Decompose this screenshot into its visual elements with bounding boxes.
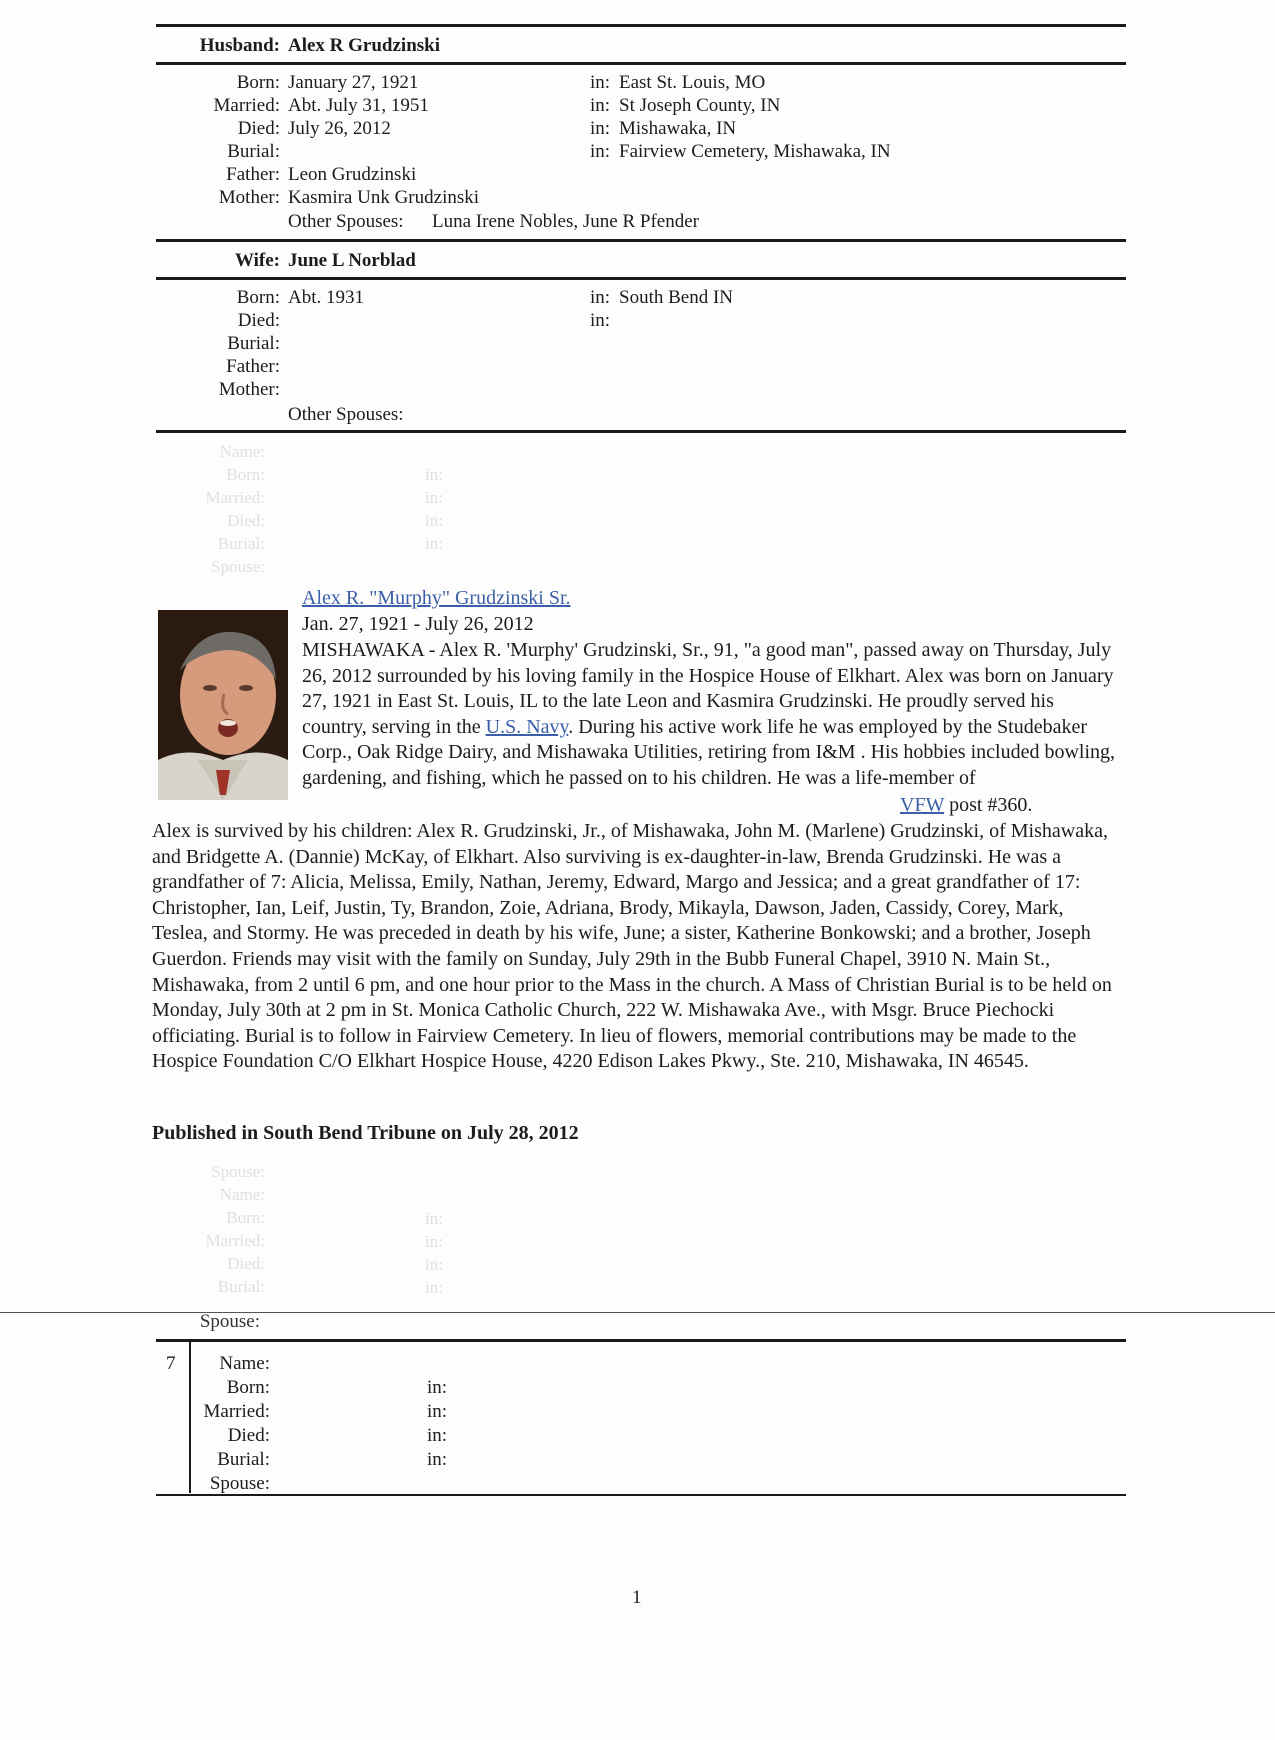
field-value: Abt. July 31, 1951 bbox=[288, 95, 429, 116]
child-in-label: in: bbox=[427, 1449, 448, 1470]
portrait-icon bbox=[158, 610, 288, 800]
child-married-label: Married: bbox=[203, 1401, 270, 1422]
field-label: Father: bbox=[226, 164, 280, 185]
child-in-label: in: bbox=[427, 1401, 448, 1422]
husband-other-spouses: Luna Irene Nobles, June R Pfender bbox=[432, 211, 699, 232]
ghost-text: Spouse: Name: Born: Married: Died: Burial: bbox=[205, 1162, 265, 1296]
obituary-title-line bbox=[302, 586, 1132, 612]
field-value: July 26, 2012 bbox=[288, 118, 391, 139]
place-value: South Bend IN bbox=[619, 287, 733, 308]
ghost-text: Name: Born: Married: Died: Burial: Spouse: bbox=[205, 442, 265, 576]
field-value: January 27, 1921 bbox=[288, 72, 419, 93]
husband-other-spouses-label: Other Spouses: bbox=[288, 211, 404, 232]
obituary-title-link[interactable]: Alex R. "Murphy" Grudzinski Sr. bbox=[302, 587, 571, 609]
husband-label: Husband: bbox=[199, 35, 280, 56]
wife-name: June L Norblad bbox=[288, 250, 416, 271]
obituary-text: post #360. bbox=[949, 794, 1033, 816]
in-label: in: bbox=[590, 118, 611, 139]
in-label: in: bbox=[590, 72, 611, 93]
field-label: Died: bbox=[237, 118, 280, 139]
place-value: Fairview Cemetery, Mishawaka, IN bbox=[619, 141, 891, 162]
field-value: Leon Grudzinski bbox=[288, 164, 417, 185]
wife-father-label: Father: bbox=[226, 356, 280, 377]
child-top-rule bbox=[156, 1339, 1126, 1342]
child-number: 7 bbox=[166, 1353, 176, 1374]
child-in-label: in: bbox=[427, 1377, 448, 1398]
wife-burial-label: Burial: bbox=[227, 333, 280, 354]
in-label: in: bbox=[590, 287, 611, 308]
obituary-text: . During his active work life he was employed by the Studebaker Corp., Oak Ridge Dairy, and Mishawaka Utilities, retiring from I&M . His hobbies included bowling, gardening, and fishing, which he passed on to his children. He was a life-member of bbox=[302, 715, 1116, 789]
ghost-text: in: in: in: in: bbox=[425, 465, 443, 553]
field-label: Mother: bbox=[218, 187, 280, 208]
place-value: St Joseph County, IN bbox=[619, 95, 781, 116]
child-died-label: Died: bbox=[227, 1425, 270, 1446]
ghost-text: in: in: in: in: bbox=[425, 1209, 443, 1297]
field-value: Abt. 1931 bbox=[288, 287, 364, 308]
field-label: Burial: bbox=[227, 141, 280, 162]
wife-rule bbox=[156, 277, 1126, 280]
child-born-label: Born: bbox=[226, 1377, 270, 1398]
obituary-paragraph-2: Alex is survived by his children: Alex R. Grudzinski, Jr., of Mishawaka, John M. (Marlene) Grudzinski, of Mishawaka, and Bridgette A. (Dannie) McKay, of Elkhart. Also surviving is ex-daughter-in-law, Brenda Grudzinski. He was a grandfather of 7: Alicia, Melissa, Emily, Nathan, Jeremy, Edward, Margo and Jessica; and a great grandfather of 17: Christopher, Ian, Leif, Justin, Ty, Brandon, Zoie, Adriana, Brody, Mikayla, Dawson, Jaden, Cassidy, Corey, Mark, Teslea, and Stormy. He was preceded in death by his wife, June; a sister, Katherine Bonkowski; and a brother, Joseph Guerdon. Friends may visit with the family on Sunday, July 29th in the Bubb Funeral Chapel, 3910 N. Main St., Mishawaka, from 2 until 6 pm, and one hour prior to the Mass in the church. A Mass of Christian Burial is to be held on Monday, July 30th at 2 pm in St. Monica Catholic Church, 222 W. Mishawaka Ave., with Msgr. Bruce Piechocki officiating. Burial is to follow in Fairview Cemetery. In lieu of flowers, memorial contributions may be made to the Hospice Foundation C/O Elkhart Hospice House, 4220 Edison Lakes Pkwy., Ste. 210, Mishawaka, IN 46545. bbox=[152, 820, 1112, 1073]
in-label: in: bbox=[590, 141, 611, 162]
wife-mother-label: Mother: bbox=[218, 379, 280, 400]
partial-spouse-label: Spouse: bbox=[199, 1311, 260, 1332]
husband-rule bbox=[156, 62, 1126, 65]
place-value: Mishawaka, IN bbox=[619, 118, 737, 139]
child-burial-label: Burial: bbox=[217, 1449, 270, 1470]
field-label: Born: bbox=[236, 72, 280, 93]
wife-bottom-rule bbox=[156, 430, 1126, 433]
field-label: Died: bbox=[237, 310, 280, 331]
field-value: Kasmira Unk Grudzinski bbox=[288, 187, 480, 208]
field-label: Born: bbox=[236, 287, 280, 308]
place-value: East St. Louis, MO bbox=[619, 72, 766, 93]
vfw-line bbox=[900, 793, 1140, 819]
portrait-photo bbox=[158, 610, 288, 800]
vfw-link[interactable]: VFW bbox=[900, 794, 945, 816]
child-spouse-label: Spouse: bbox=[209, 1473, 270, 1494]
field-label: Married: bbox=[213, 95, 280, 116]
published-line: Published in South Bend Tribune on July 28, 2012 bbox=[152, 1122, 579, 1144]
page-number: 1 bbox=[632, 1587, 642, 1608]
wife-label: Wife: bbox=[234, 250, 280, 271]
top-rule bbox=[156, 24, 1126, 27]
obituary-dates: Jan. 27, 1921 - July 26, 2012 bbox=[302, 613, 534, 635]
child-name-label: Name: bbox=[219, 1353, 270, 1374]
child-in-label: in: bbox=[427, 1425, 448, 1446]
wife-other-spouses-label: Other Spouses: bbox=[288, 404, 404, 425]
wife-top-rule bbox=[156, 239, 1126, 242]
in-label: in: bbox=[590, 310, 611, 331]
obituary-text: MISHAWAKA - Alex R. 'Murphy' Grudzinski, Sr., 91, "a good man", passed away on Thursday, July 26, 2012 surrounded by his loving family in the Hospice House of Elkhart. Alex was born on January 27, 1921 in East St. Louis, IL to the late Leon and Kasmira Grudzinski. He proudly served his country, serving in the bbox=[302, 639, 1114, 738]
in-label: in: bbox=[590, 95, 611, 116]
us-navy-link[interactable]: U.S. Navy bbox=[485, 715, 569, 738]
obituary-paragraph-1 bbox=[302, 638, 1122, 792]
child-bottom-rule bbox=[156, 1494, 1126, 1496]
husband-name: Alex R Grudzinski bbox=[288, 35, 441, 56]
